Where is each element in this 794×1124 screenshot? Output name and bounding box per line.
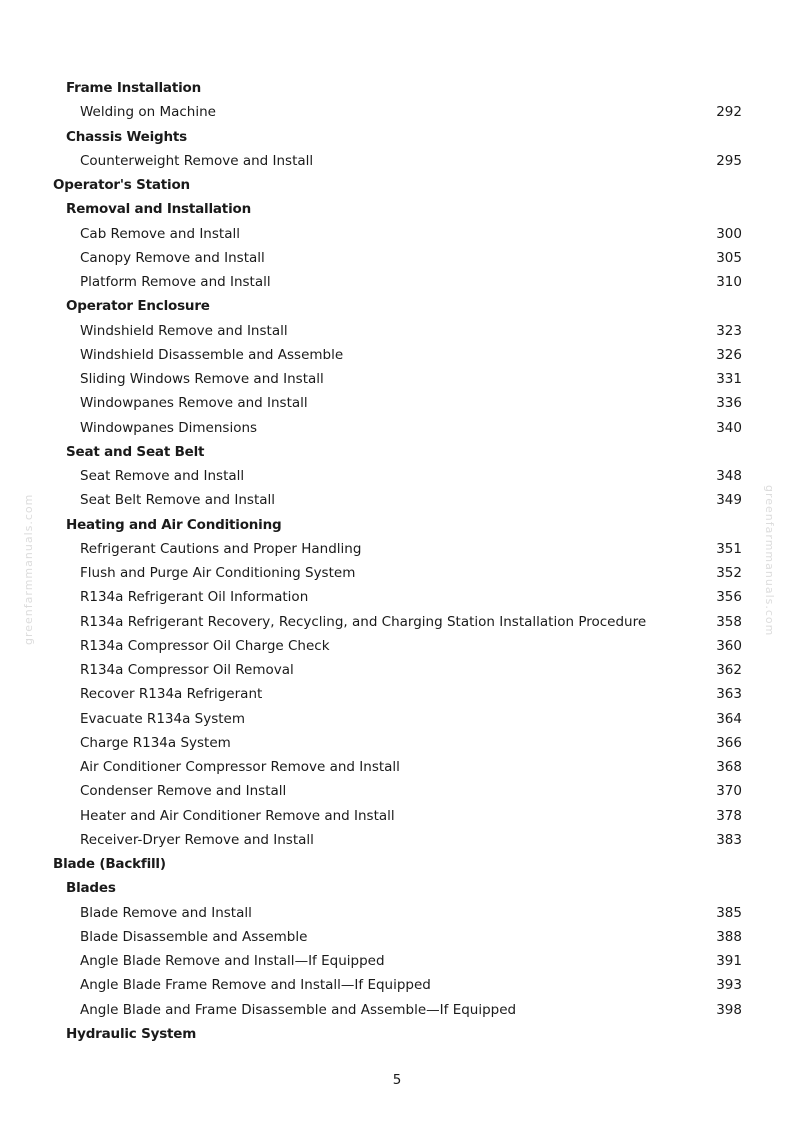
toc-entry[interactable]: [0, 828, 794, 852]
toc-entry-title: Angle Blade Remove and Install—If Equipped: [80, 953, 385, 969]
toc-entry-title: Seat Remove and Install: [80, 468, 245, 484]
toc-subheading[interactable]: [0, 440, 794, 464]
toc-entry-title: Receiver-Dryer Remove and Install: [80, 831, 314, 848]
toc-entry-title: R134a Compressor Oil Removal: [80, 662, 294, 678]
toc-subheading[interactable]: [0, 294, 794, 318]
toc-subheading[interactable]: [0, 197, 794, 221]
toc-entry-page-number: 363: [716, 686, 742, 703]
toc-entry[interactable]: [0, 319, 794, 343]
toc-entry-page-number: 393: [716, 977, 742, 994]
toc-subheading[interactable]: [0, 125, 794, 149]
toc-entry-page-number: 349: [716, 492, 742, 509]
toc-entry[interactable]: [0, 343, 794, 367]
toc-subheading[interactable]: [0, 513, 794, 537]
toc-entry-page-number: 391: [716, 953, 742, 969]
toc-entry-page-number: 362: [716, 662, 742, 678]
toc-entry-title: Angle Blade and Frame Disassemble and Assemble—If Equipped: [80, 1001, 517, 1018]
toc-entry-page-number: 336: [716, 395, 742, 412]
toc-entry-title: Blade (Backfill): [53, 856, 166, 872]
toc-entry-title: Hydraulic System: [66, 1025, 197, 1042]
toc-entry-page-number: 352: [716, 565, 742, 581]
toc-entry-page-number: 348: [716, 468, 742, 484]
toc-entry[interactable]: [0, 755, 794, 779]
toc-entry[interactable]: [0, 561, 794, 585]
toc-entry-page-number: 331: [716, 371, 742, 387]
toc-entry-page-number: 305: [716, 249, 742, 266]
toc-entry-title: Charge R134a System: [80, 734, 231, 751]
toc-entry-page-number: 340: [716, 419, 742, 436]
toc-entry-title: Welding on Machine: [80, 104, 216, 121]
toc-entry-title: Sliding Windows Remove and Install: [80, 371, 324, 387]
toc-entry-page-number: 295: [716, 152, 742, 169]
toc-entry-page-number: 356: [716, 589, 742, 606]
toc-entry-title: Operator's Station: [53, 177, 190, 193]
toc-entry-page-number: 398: [716, 1001, 742, 1018]
toc-entry-title: Seat Belt Remove and Install: [80, 492, 276, 509]
toc-entry-title: Blades: [66, 880, 116, 897]
toc-entry[interactable]: [0, 270, 794, 294]
toc-entry-title: Refrigerant Cautions and Proper Handling: [80, 540, 362, 557]
toc-entry-title: Blade Remove and Install: [80, 904, 252, 921]
toc-entry[interactable]: [0, 901, 794, 925]
toc-entry[interactable]: [0, 464, 794, 488]
watermark-left: greenfarmmanuals.com: [22, 493, 35, 645]
toc-entry[interactable]: [0, 731, 794, 755]
toc-entry-page-number: 370: [716, 783, 742, 800]
toc-entry-title: Removal and Installation: [66, 201, 251, 218]
toc-entry-title: Seat and Seat Belt: [66, 443, 205, 460]
toc-entry-title: R134a Compressor Oil Charge Check: [80, 637, 330, 654]
toc-entry-title: R134a Refrigerant Oil Information: [80, 589, 309, 606]
toc-entry-title: Condenser Remove and Install: [80, 783, 287, 800]
toc-entry-page-number: 368: [716, 759, 742, 775]
toc-entry-title: Cab Remove and Install: [80, 225, 240, 242]
toc-entry[interactable]: [0, 707, 794, 731]
toc-entry[interactable]: [0, 634, 794, 658]
toc-entry-title: Operator Enclosure: [66, 298, 210, 315]
toc-entry-page-number: 351: [716, 540, 742, 557]
toc-entry-page-number: 310: [716, 274, 742, 290]
toc-entry[interactable]: [0, 416, 794, 440]
toc-entry-title: Blade Disassemble and Assemble: [80, 928, 308, 945]
toc-entry[interactable]: [0, 488, 794, 512]
toc-entry-page-number: 388: [716, 928, 742, 945]
toc-entry-page-number: 378: [716, 807, 742, 824]
toc-heading[interactable]: [0, 852, 794, 876]
toc-entry-title: Platform Remove and Install: [80, 274, 271, 290]
toc-entry[interactable]: [0, 949, 794, 973]
toc-entry[interactable]: [0, 682, 794, 706]
toc-entry[interactable]: [0, 100, 794, 124]
toc-entry[interactable]: [0, 779, 794, 803]
toc-entry[interactable]: [0, 973, 794, 997]
toc-entry-title: Angle Blade Frame Remove and Install—If Equipped: [80, 977, 431, 994]
table-of-contents: [0, 76, 794, 1046]
toc-entry-title: Evacuate R134a System: [80, 710, 245, 727]
toc-entry[interactable]: [0, 367, 794, 391]
toc-entry[interactable]: [0, 804, 794, 828]
toc-entry-page-number: 360: [716, 637, 742, 654]
toc-entry-title: Windowpanes Remove and Install: [80, 395, 308, 412]
toc-entry[interactable]: [0, 149, 794, 173]
toc-entry[interactable]: [0, 658, 794, 682]
toc-entry[interactable]: [0, 585, 794, 609]
toc-entry-title: Air Conditioner Compressor Remove and Install: [80, 759, 400, 775]
toc-entry-page-number: 323: [716, 322, 742, 339]
toc-entry[interactable]: [0, 537, 794, 561]
toc-entry-page-number: 385: [716, 904, 742, 921]
toc-entry-title: Windshield Disassemble and Assemble: [80, 346, 344, 363]
toc-entry-title: Recover R134a Refrigerant: [80, 686, 263, 703]
toc-subheading[interactable]: [0, 876, 794, 900]
toc-entry-title: Chassis Weights: [66, 128, 188, 145]
toc-entry-title: R134a Refrigerant Recovery, Recycling, and Charging Station Installation Procedure: [80, 613, 647, 630]
toc-entry[interactable]: [0, 610, 794, 634]
toc-entry-title: Flush and Purge Air Conditioning System: [80, 565, 356, 581]
toc-entry[interactable]: [0, 246, 794, 270]
toc-subheading[interactable]: [0, 1022, 794, 1046]
toc-entry-title: Heating and Air Conditioning: [66, 516, 282, 533]
toc-entry-page-number: 383: [716, 831, 742, 848]
toc-entry[interactable]: [0, 998, 794, 1022]
toc-entry-title: Canopy Remove and Install: [80, 249, 265, 266]
toc-entry[interactable]: [0, 391, 794, 415]
toc-entry-page-number: 364: [716, 710, 742, 727]
toc-heading[interactable]: [0, 173, 794, 197]
toc-entry[interactable]: [0, 222, 794, 246]
toc-entry-page-number: 292: [716, 104, 742, 121]
toc-entry-page-number: 326: [716, 346, 742, 363]
toc-entry-title: Windshield Remove and Install: [80, 322, 288, 339]
watermark-right: greenfarmmanuals.com: [763, 485, 776, 637]
toc-entry-title: Counterweight Remove and Install: [80, 152, 314, 169]
toc-entry[interactable]: [0, 925, 794, 949]
toc-entry-title: Windowpanes Dimensions: [80, 419, 258, 436]
toc-entry-page-number: 366: [716, 734, 742, 751]
toc-subheading[interactable]: [0, 76, 794, 100]
toc-entry-page-number: 300: [716, 225, 742, 242]
toc-entry-title: Heater and Air Conditioner Remove and Install: [80, 807, 395, 824]
toc-entry-title: Frame Installation: [66, 80, 202, 96]
page-number: 5: [392, 1072, 402, 1088]
toc-entry-page-number: 358: [716, 613, 742, 630]
